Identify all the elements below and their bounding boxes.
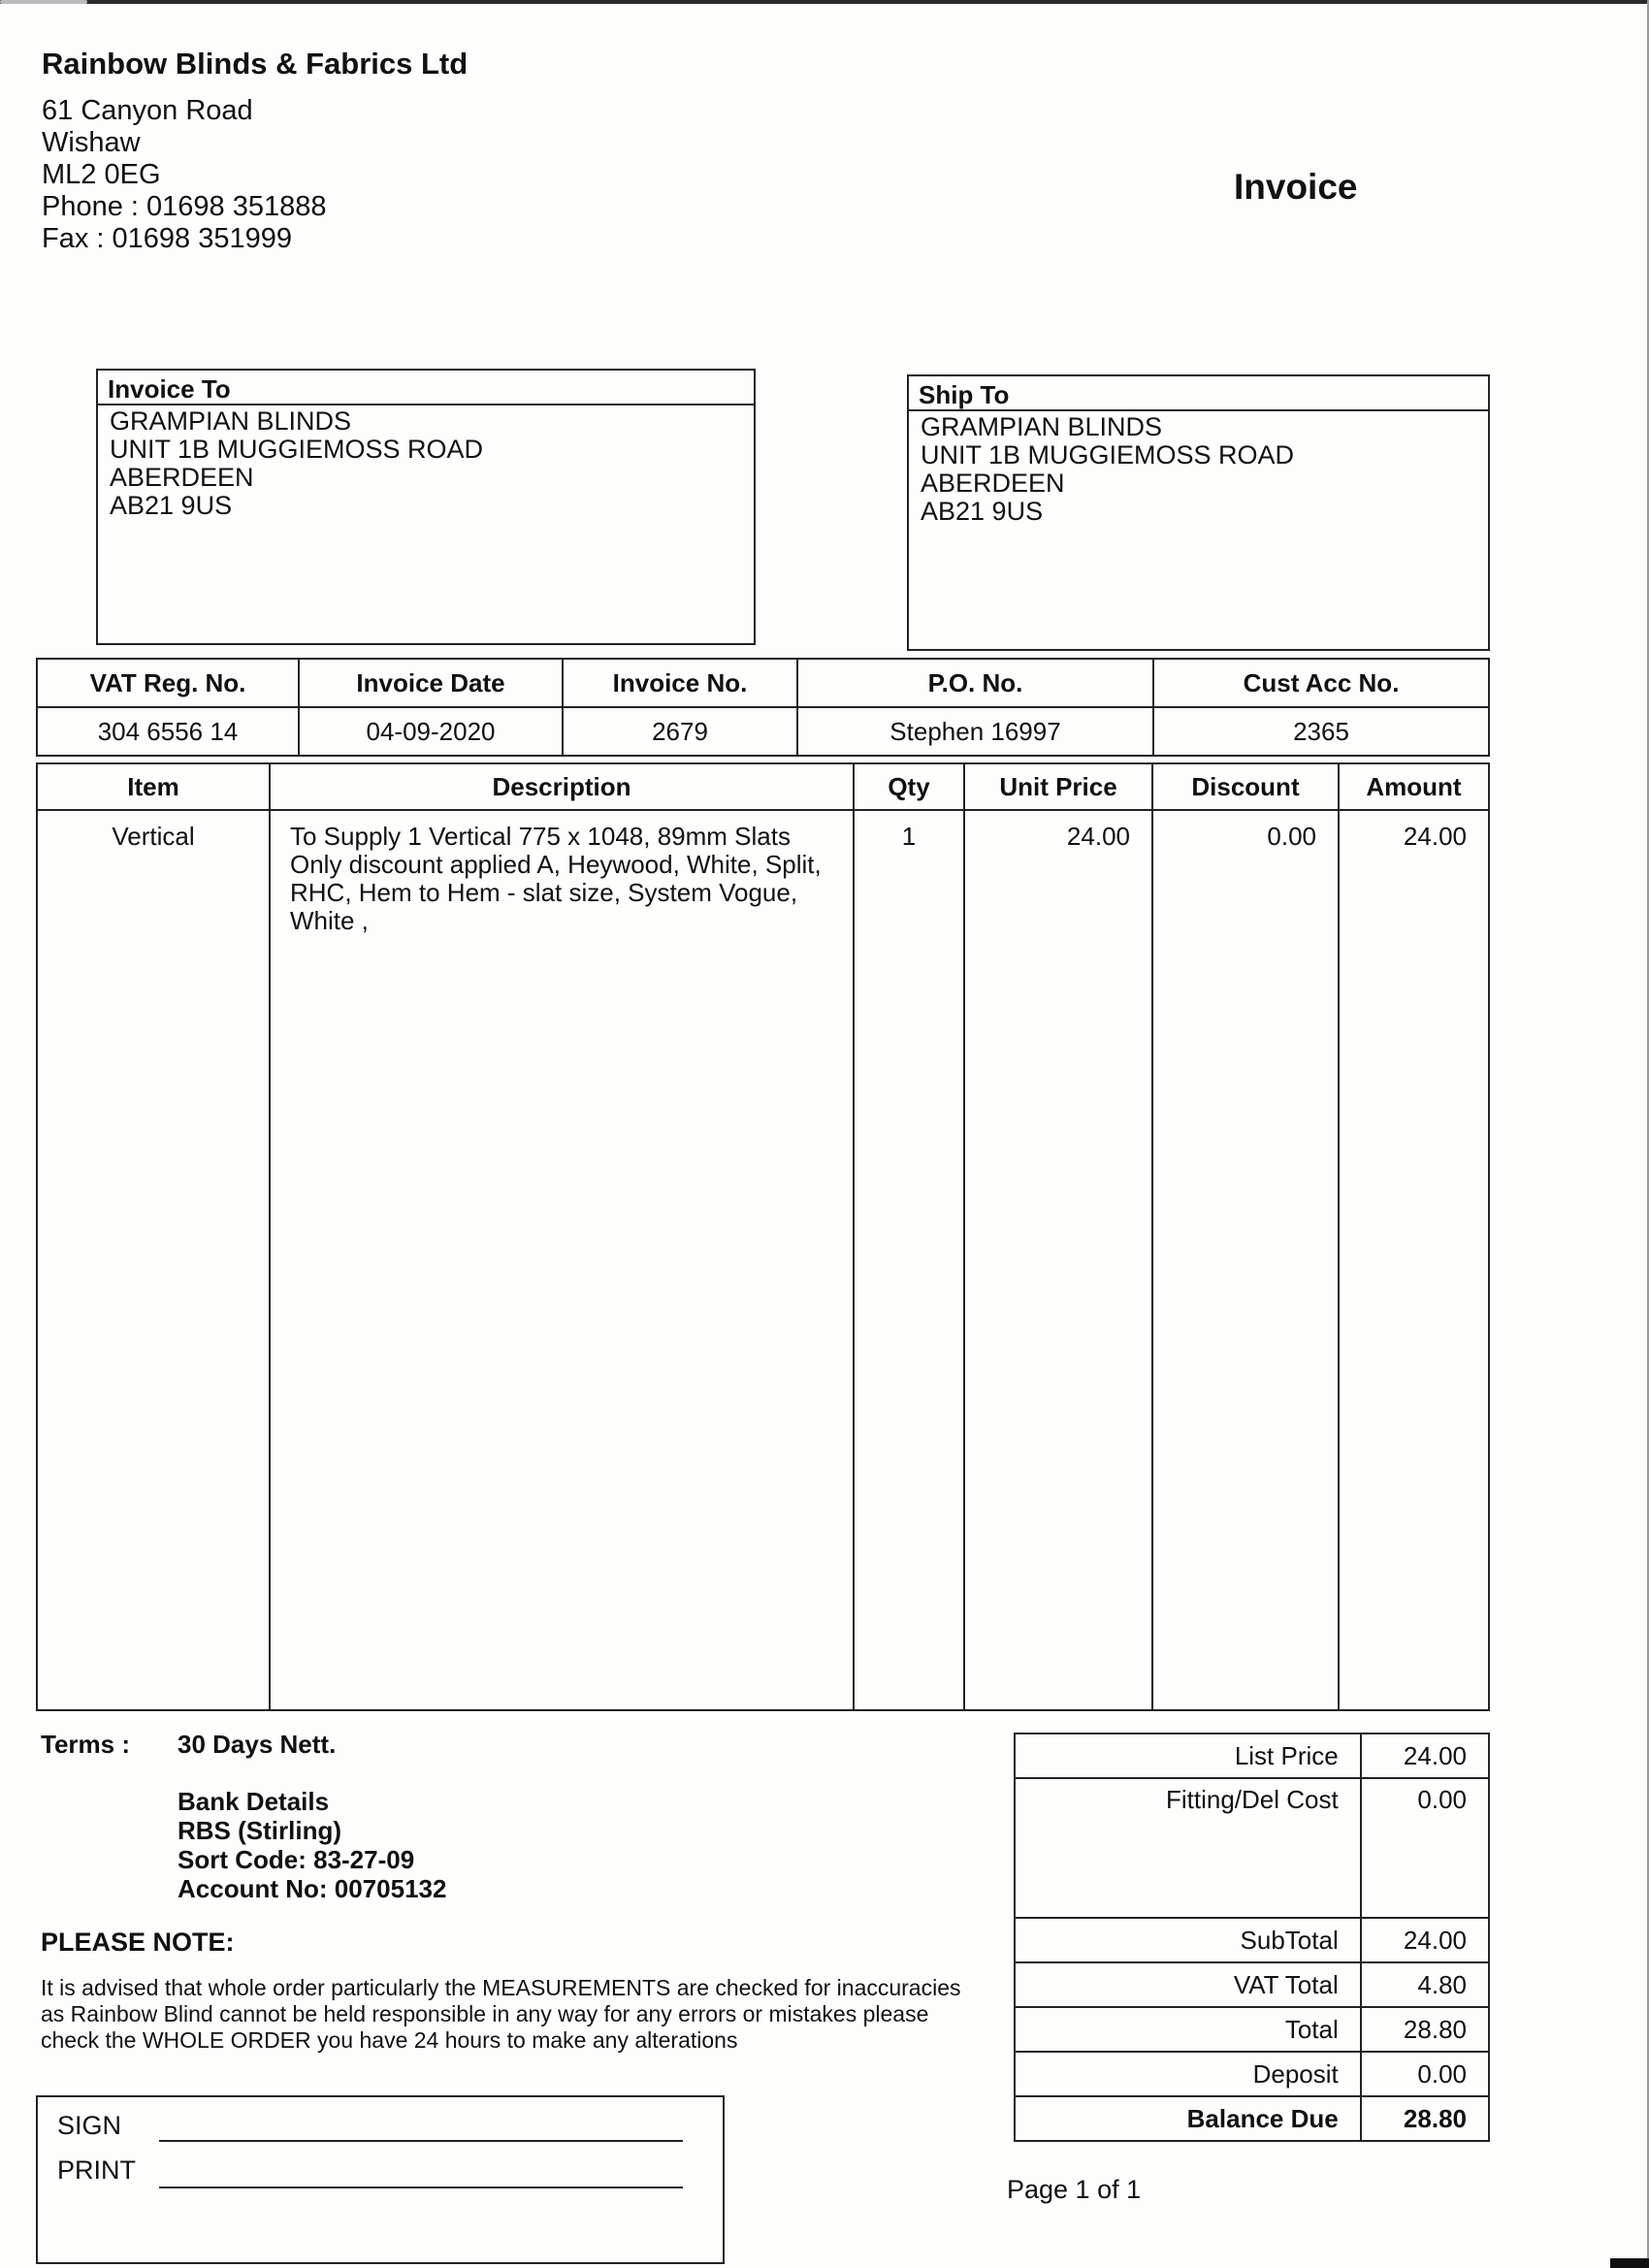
subtotal-value: 24.00 — [1361, 1918, 1489, 1962]
scan-corner — [1610, 2258, 1649, 2268]
bank-line: RBS (Stirling) — [178, 1816, 341, 1845]
invoice-to-box — [96, 369, 756, 645]
info-value-row — [37, 707, 1489, 756]
print-line — [159, 2187, 683, 2188]
address-line: AB21 9US — [110, 491, 233, 520]
terms-label: Terms : — [41, 1730, 130, 1759]
totals-row — [1015, 1962, 1489, 2007]
bank-line: Bank Details — [178, 1787, 330, 1816]
deposit-value: 0.00 — [1361, 2052, 1489, 2096]
cust-acc-no: 2365 — [1153, 707, 1489, 756]
items-header: Description — [270, 763, 854, 810]
totals-row — [1015, 1733, 1489, 1778]
list-price-label: List Price — [1015, 1733, 1361, 1778]
address-line: ML2 0EG — [42, 159, 161, 190]
invoice-no: 2679 — [563, 707, 797, 756]
ship-to-heading: Ship To — [909, 376, 1488, 411]
item-unit-price: 24.00 — [964, 810, 1152, 1710]
print-label: PRINT — [57, 2155, 136, 2185]
bank-line: Account No: 00705132 — [178, 1874, 447, 1903]
scan-mark — [0, 0, 87, 4]
items-header: Qty — [854, 763, 964, 810]
vat-total-value: 4.80 — [1361, 1962, 1489, 2007]
address-line: GRAMPIAN BLINDS — [921, 412, 1163, 441]
fitting-label: Fitting/Del Cost — [1015, 1778, 1361, 1918]
items-header: Amount — [1339, 763, 1489, 810]
phone-line: Phone : 01698 351888 — [42, 191, 327, 222]
address-line: Wishaw — [42, 127, 141, 158]
balance-due-value: 28.80 — [1361, 2096, 1489, 2141]
scan-edge-top — [0, 0, 1649, 4]
po-no: Stephen 16997 — [797, 707, 1153, 756]
bank-line: Sort Code: 83-27-09 — [178, 1845, 415, 1874]
invoice-info-table — [36, 658, 1490, 757]
vat-total-label: VAT Total — [1015, 1962, 1361, 2007]
address-line: ABERDEEN — [921, 469, 1065, 498]
vat-reg-no: 304 6556 14 — [37, 707, 299, 756]
company-name: Rainbow Blinds & Fabrics Ltd — [42, 47, 469, 81]
fitting-value: 0.00 — [1361, 1778, 1489, 1918]
address-line: UNIT 1B MUGGIEMOSS ROAD — [921, 440, 1295, 470]
info-header: Invoice No. — [563, 659, 797, 707]
signature-box — [36, 2095, 725, 2264]
info-header-row — [37, 659, 1489, 707]
balance-due-label: Balance Due — [1015, 2096, 1361, 2141]
item-discount: 0.00 — [1152, 810, 1339, 1710]
company-address — [42, 95, 327, 255]
items-header: Unit Price — [964, 763, 1152, 810]
ship-to-address — [909, 411, 1488, 528]
invoice-to-heading: Invoice To — [98, 371, 754, 405]
totals-row — [1015, 1778, 1489, 1918]
ship-to-box — [907, 374, 1490, 651]
info-header: Cust Acc No. — [1153, 659, 1489, 707]
totals-row — [1015, 2096, 1489, 2141]
fax-line: Fax : 01698 351999 — [42, 223, 292, 254]
bank-details — [178, 1787, 446, 1903]
items-header: Item — [37, 763, 270, 810]
note-text: It is advised that whole order particularly the MEASUREMENTS are checked for inaccuracies as Rainbow Blind cannot be held responsible in any way for any errors or mistakes please check the WHOLE ORDER you have 24 hours to make any alterations — [41, 1975, 961, 2053]
totals-row — [1015, 2007, 1489, 2052]
sign-line — [159, 2140, 683, 2142]
items-header: Discount — [1152, 763, 1339, 810]
note-heading: PLEASE NOTE: — [41, 1928, 235, 1957]
totals-table — [1014, 1733, 1490, 2142]
document-title: Invoice — [1234, 167, 1358, 207]
total-label: Total — [1015, 2007, 1361, 2052]
address-line: 61 Canyon Road — [42, 95, 253, 126]
item-name: Vertical — [37, 810, 270, 1710]
items-header-row — [37, 763, 1489, 810]
address-line: AB21 9US — [921, 497, 1044, 526]
address-line: ABERDEEN — [110, 463, 254, 492]
invoice-date: 04-09-2020 — [299, 707, 563, 756]
item-amount: 24.00 — [1339, 810, 1489, 1710]
info-header: Invoice Date — [299, 659, 563, 707]
totals-row — [1015, 1918, 1489, 1962]
info-header: P.O. No. — [797, 659, 1153, 707]
table-row — [37, 810, 1489, 1710]
info-header: VAT Reg. No. — [37, 659, 299, 707]
subtotal-label: SubTotal — [1015, 1918, 1361, 1962]
address-line: GRAMPIAN BLINDS — [110, 406, 352, 436]
list-price-value: 24.00 — [1361, 1733, 1489, 1778]
item-qty: 1 — [854, 810, 964, 1710]
terms-value: 30 Days Nett. — [178, 1730, 337, 1759]
invoice-to-address — [98, 405, 754, 522]
deposit-label: Deposit — [1015, 2052, 1361, 2096]
line-items-table — [36, 762, 1490, 1711]
page-number: Page 1 of 1 — [1007, 2175, 1142, 2204]
sign-label: SIGN — [57, 2111, 122, 2140]
address-line: UNIT 1B MUGGIEMOSS ROAD — [110, 435, 484, 464]
item-description: To Supply 1 Vertical 775 x 1048, 89mm Slats Only discount applied A, Heywood, White, Split, RHC, Hem to Hem - slat size, System Vogue, White , — [270, 810, 854, 1710]
totals-row — [1015, 2052, 1489, 2096]
total-value: 28.80 — [1361, 2007, 1489, 2052]
